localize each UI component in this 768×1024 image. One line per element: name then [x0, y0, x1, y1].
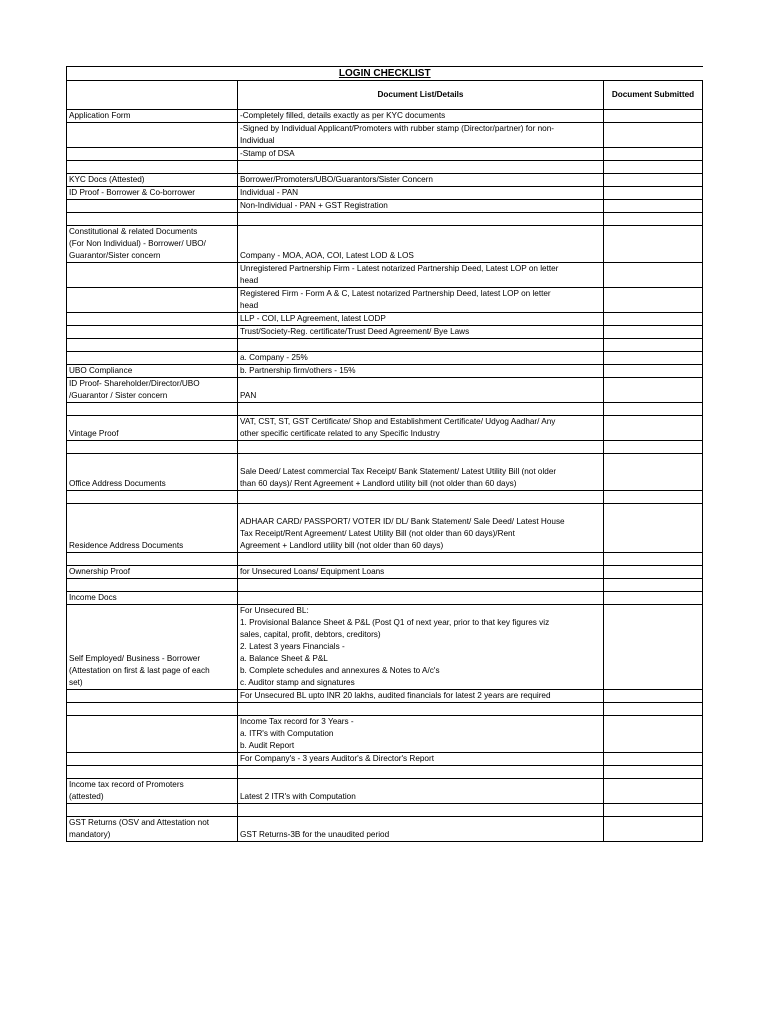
details-cell [238, 753, 604, 766]
category-line: Income Docs [69, 593, 117, 602]
details-cell [238, 161, 604, 174]
table-row [67, 779, 703, 804]
details-line: other specific certificate related to any Specific Industry [240, 429, 440, 438]
details-cell [238, 378, 604, 403]
submitted-cell[interactable] [604, 441, 703, 454]
details-cell [238, 123, 604, 148]
category-cell [67, 148, 238, 161]
table-row [67, 365, 703, 378]
details-cell [238, 553, 604, 566]
table-row [67, 352, 703, 365]
details-cell [238, 326, 604, 339]
details-cell [238, 605, 604, 690]
details-cell [238, 187, 604, 200]
table-row [67, 491, 703, 504]
submitted-cell[interactable] [604, 416, 703, 441]
details-line: Agreement + Landlord utility bill (not older than 60 days) [240, 541, 444, 550]
details-line: Company - MOA, AOA, COI, Latest LOD & LOS [240, 251, 414, 260]
details-cell [238, 339, 604, 352]
submitted-cell[interactable] [604, 753, 703, 766]
details-line: Latest 2 ITR's with Computation [240, 792, 356, 801]
details-cell [238, 288, 604, 313]
submitted-cell[interactable] [604, 313, 703, 326]
details-cell [238, 716, 604, 753]
details-line: VAT, CST, ST, GST Certificate/ Shop and Establishment Certificate/ Udyog Aadhar/ Any [240, 417, 556, 426]
table-row [67, 817, 703, 842]
submitted-cell[interactable] [604, 491, 703, 504]
details-line: Non-Individual - PAN + GST Registration [240, 201, 388, 210]
details-line: Unregistered Partnership Firm - Latest notarized Partnership Deed, Latest LOP on letter [240, 264, 559, 273]
table-row [67, 339, 703, 352]
table-row [67, 226, 703, 263]
details-line: -Completely filled, details exactly as per KYC documents [240, 111, 446, 120]
table-row [67, 288, 703, 313]
category-cell [67, 491, 238, 504]
table-row [67, 753, 703, 766]
category-cell [67, 753, 238, 766]
category-cell [67, 566, 238, 579]
category-cell [67, 804, 238, 817]
table-row [67, 804, 703, 817]
details-line: than 60 days)/ Rent Agreement + Landlord utility bill (not older than 60 days) [240, 479, 517, 488]
table-row [67, 716, 703, 753]
details-line: 1. Provisional Balance Sheet & P&L (Post Q1 of next year, prior to that key figures viz [240, 618, 550, 627]
details-cell [238, 403, 604, 416]
submitted-cell[interactable] [604, 605, 703, 690]
category-cell [67, 110, 238, 123]
submitted-cell[interactable] [604, 187, 703, 200]
category-line: Guarantor/Sister concern [69, 251, 161, 260]
submitted-cell[interactable] [604, 263, 703, 288]
category-line: Ownership Proof [69, 567, 130, 576]
submitted-cell[interactable] [604, 579, 703, 592]
submitted-cell[interactable] [604, 123, 703, 148]
table-row [67, 605, 703, 690]
details-line: For Company's - 3 years Auditor's & Director's Report [240, 754, 434, 763]
submitted-cell[interactable] [604, 352, 703, 365]
submitted-cell[interactable] [604, 817, 703, 842]
details-cell [238, 817, 604, 842]
details-line: c. Auditor stamp and signatures [240, 678, 355, 687]
details-cell [238, 416, 604, 441]
category-cell [67, 226, 238, 263]
details-line: Registered Firm - Form A & C, Latest notarized Partnership Deed, latest LOP on letter [240, 289, 551, 298]
table-row [67, 148, 703, 161]
details-cell [238, 579, 604, 592]
header-row [67, 81, 703, 110]
details-line: a. Company - 25% [240, 353, 308, 362]
category-cell [67, 504, 238, 553]
header-document-list: Document List/Details [238, 81, 604, 110]
category-cell [67, 779, 238, 804]
details-line: -Signed by Individual Applicant/Promoters with rubber stamp (Director/partner) for non- [240, 124, 554, 133]
category-line: Income tax record of Promoters [69, 780, 184, 789]
category-line: Application Form [69, 111, 131, 120]
details-cell [238, 690, 604, 703]
submitted-cell[interactable] [604, 326, 703, 339]
details-line: ADHAAR CARD/ PASSPORT/ VOTER ID/ DL/ Bank Statement/ Sale Deed/ Latest House [240, 517, 565, 526]
category-line: Vintage Proof [69, 429, 119, 438]
submitted-cell[interactable] [604, 200, 703, 213]
category-cell [67, 123, 238, 148]
table-row [67, 416, 703, 441]
category-cell [67, 454, 238, 491]
category-line: set) [69, 678, 83, 687]
details-cell [238, 504, 604, 553]
details-line: sales, capital, profit, debtors, creditors) [240, 630, 381, 639]
category-cell [67, 817, 238, 842]
details-line: Sale Deed/ Latest commercial Tax Receipt/ Bank Statement/ Latest Utility Bill (not older [240, 467, 557, 476]
submitted-cell[interactable] [604, 592, 703, 605]
submitted-cell[interactable] [604, 403, 703, 416]
details-cell [238, 779, 604, 804]
category-line: ID Proof - Borrower & Co-borrower [69, 188, 196, 197]
details-line: Individual - PAN [240, 188, 299, 197]
category-cell [67, 288, 238, 313]
category-cell [67, 200, 238, 213]
header-document-submitted: Document Submitted [604, 81, 703, 110]
details-cell [238, 804, 604, 817]
details-line: Borrower/Promoters/UBO/Guarantors/Sister Concern [240, 175, 433, 184]
category-cell [67, 352, 238, 365]
details-cell [238, 566, 604, 579]
details-line: b. Audit Report [240, 741, 295, 750]
category-cell [67, 592, 238, 605]
login-checklist-table [66, 66, 703, 842]
header-blank-cell [67, 81, 238, 110]
submitted-cell[interactable] [604, 690, 703, 703]
details-cell [238, 313, 604, 326]
category-line: UBO Compliance [69, 366, 133, 375]
details-line: For Unsecured BL upto INR 20 lakhs, audited financials for latest 2 years are required [240, 691, 551, 700]
submitted-cell[interactable] [604, 716, 703, 753]
category-cell [67, 416, 238, 441]
details-cell [238, 365, 604, 378]
submitted-cell[interactable] [604, 804, 703, 817]
submitted-cell[interactable] [604, 288, 703, 313]
table-row [67, 566, 703, 579]
table-row [67, 161, 703, 174]
category-line: (Attestation on first & last page of each [69, 666, 210, 675]
submitted-cell[interactable] [604, 161, 703, 174]
submitted-cell[interactable] [604, 703, 703, 716]
details-cell [238, 226, 604, 263]
details-line: For Unsecured BL: [240, 606, 309, 615]
details-cell [238, 441, 604, 454]
details-cell [238, 263, 604, 288]
category-line: Office Address Documents [69, 479, 166, 488]
details-cell [238, 491, 604, 504]
category-line: ID Proof- Shareholder/Director/UBO [69, 379, 200, 388]
table-row [67, 766, 703, 779]
details-cell [238, 766, 604, 779]
submitted-cell[interactable] [604, 378, 703, 403]
details-line: a. Balance Sheet & P&L [240, 654, 328, 663]
category-cell [67, 403, 238, 416]
details-cell [238, 213, 604, 226]
submitted-cell[interactable] [604, 339, 703, 352]
page-title: LOGIN CHECKLIST [67, 67, 703, 81]
category-cell [67, 326, 238, 339]
table-row [67, 378, 703, 403]
table-row [67, 592, 703, 605]
category-cell [67, 441, 238, 454]
table-row [67, 403, 703, 416]
category-line: mandatory) [69, 830, 111, 839]
table-row [67, 123, 703, 148]
category-cell [67, 716, 238, 753]
details-cell [238, 592, 604, 605]
table-row [67, 703, 703, 716]
details-line: Income Tax record for 3 Years - [240, 717, 354, 726]
table-row [67, 213, 703, 226]
table-row [67, 441, 703, 454]
table-row [67, 326, 703, 339]
table-row [67, 263, 703, 288]
submitted-cell[interactable] [604, 553, 703, 566]
table-row [67, 504, 703, 553]
category-cell [67, 365, 238, 378]
table-row [67, 174, 703, 187]
details-cell [238, 110, 604, 123]
details-line: b. Complete schedules and annexures & Notes to A/c's [240, 666, 440, 675]
table-row [67, 690, 703, 703]
submitted-cell[interactable] [604, 766, 703, 779]
table-row [67, 187, 703, 200]
table-row [67, 313, 703, 326]
submitted-cell[interactable] [604, 504, 703, 553]
category-cell [67, 161, 238, 174]
details-line: b. Partnership firm/others - 15% [240, 366, 356, 375]
category-cell [67, 313, 238, 326]
details-cell [238, 454, 604, 491]
category-cell [67, 378, 238, 403]
table-row [67, 454, 703, 491]
category-cell [67, 703, 238, 716]
category-cell [67, 605, 238, 690]
category-cell [67, 339, 238, 352]
details-line: head [240, 301, 259, 310]
table-row [67, 553, 703, 566]
category-cell [67, 553, 238, 566]
submitted-cell[interactable] [604, 226, 703, 263]
category-line: (For Non Individual) - Borrower/ UBO/ [69, 239, 206, 248]
category-cell [67, 213, 238, 226]
category-line: /Guarantor / Sister concern [69, 391, 168, 400]
category-line: GST Returns (OSV and Attestation not [69, 818, 210, 827]
category-cell [67, 579, 238, 592]
submitted-cell[interactable] [604, 110, 703, 123]
category-line: KYC Docs (Attested) [69, 175, 145, 184]
details-cell [238, 703, 604, 716]
details-cell [238, 352, 604, 365]
details-cell [238, 174, 604, 187]
table-row [67, 110, 703, 123]
details-cell [238, 148, 604, 161]
title-row [67, 67, 703, 81]
submitted-cell[interactable] [604, 779, 703, 804]
table-row [67, 200, 703, 213]
submitted-cell[interactable] [604, 365, 703, 378]
category-cell [67, 174, 238, 187]
category-line: Constitutional & related Documents [69, 227, 198, 236]
table-row [67, 579, 703, 592]
details-line: 2. Latest 3 years Financials - [240, 642, 345, 651]
details-line: head [240, 276, 259, 285]
submitted-cell[interactable] [604, 454, 703, 491]
category-line: Residence Address Documents [69, 541, 184, 550]
details-line: -Stamp of DSA [240, 149, 295, 158]
details-line: Individual [240, 136, 275, 145]
category-cell [67, 263, 238, 288]
category-line: (attested) [69, 792, 104, 801]
category-cell [67, 690, 238, 703]
category-cell [67, 766, 238, 779]
details-line: a. ITR's with Computation [240, 729, 334, 738]
details-line: GST Returns-3B for the unaudited period [240, 830, 390, 839]
details-cell [238, 200, 604, 213]
submitted-cell[interactable] [604, 148, 703, 161]
submitted-cell[interactable] [604, 174, 703, 187]
category-line: Self Employed/ Business - Borrower [69, 654, 201, 663]
details-line: PAN [240, 391, 257, 400]
category-cell [67, 187, 238, 200]
details-line: Trust/Society-Reg. certificate/Trust Deed Agreement/ Bye Laws [240, 327, 470, 336]
details-line: LLP - COI, LLP Agreement, latest LODP [240, 314, 386, 323]
submitted-cell[interactable] [604, 213, 703, 226]
details-line: Tax Receipt/Rent Agreement/ Latest Utility Bill (not older than 60 days)/Rent [240, 529, 515, 538]
submitted-cell[interactable] [604, 566, 703, 579]
details-line: for Unsecured Loans/ Equipment Loans [240, 567, 385, 576]
